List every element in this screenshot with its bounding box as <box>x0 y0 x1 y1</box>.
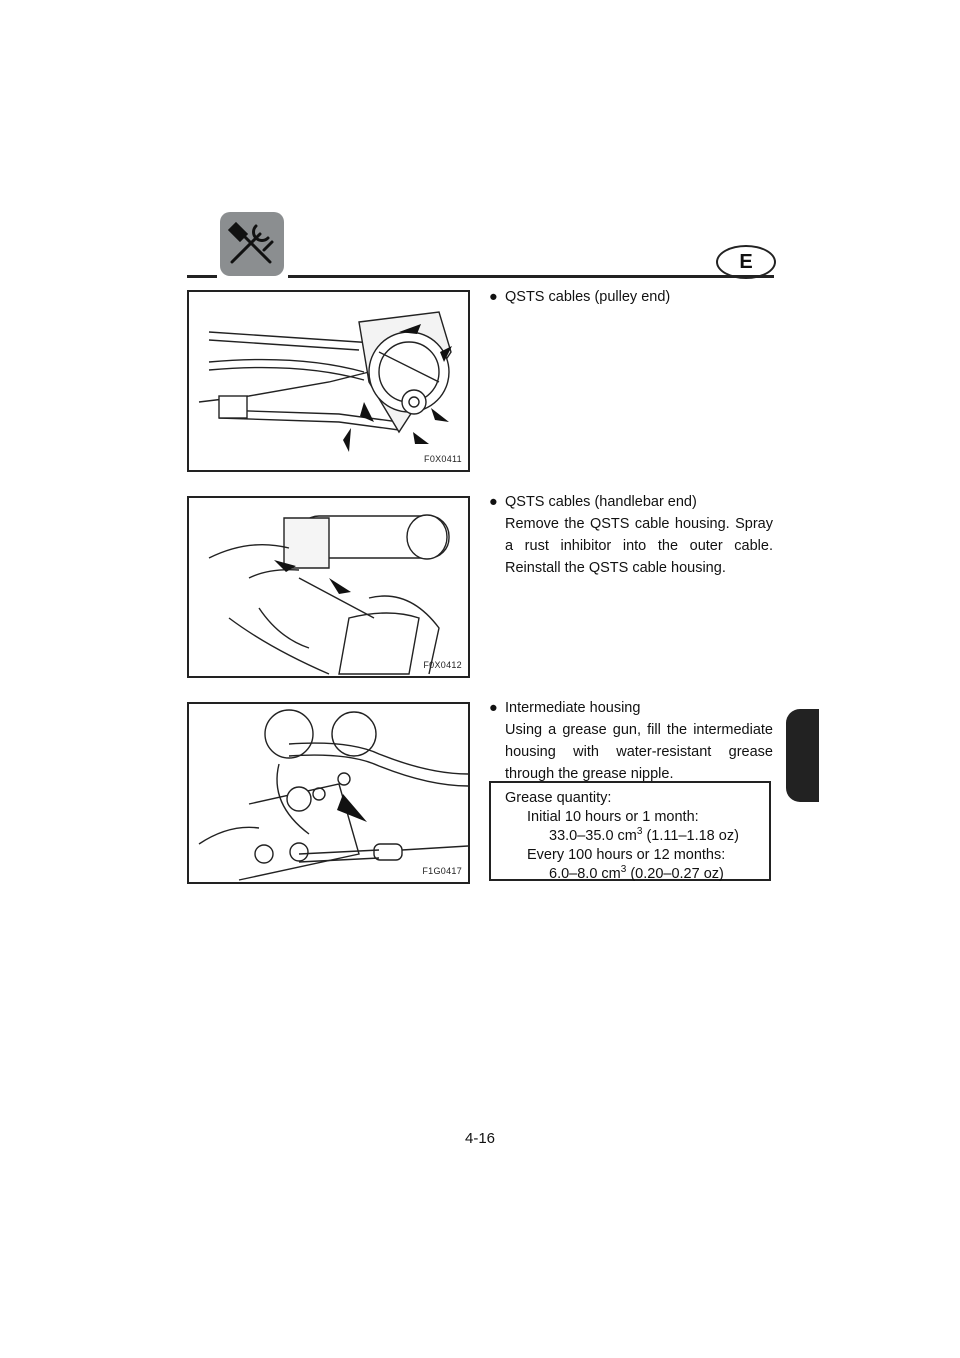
item-body: Using a grease gun, fill the intermediate housing with water-resistant grease through the grease nipple. <box>505 722 773 782</box>
figure-code: F0X0412 <box>423 660 462 670</box>
spec-line1-value <box>505 827 769 846</box>
spec-value-oz: (1.11–1.18 oz) <box>642 828 739 844</box>
item-heading: QSTS cables (pulley end) <box>505 289 671 305</box>
language-badge: E <box>716 245 776 279</box>
figure-handlebar-end <box>187 496 470 678</box>
item-heading: Intermediate housing <box>505 700 641 716</box>
spec-value-oz: (0.20–0.27 oz) <box>626 866 724 882</box>
spec-line1-label: Initial 10 hours or 1 month: <box>527 809 699 825</box>
bullet-icon: ● <box>489 289 498 305</box>
handlebar-end-illustration <box>189 498 468 676</box>
figure-pulley-end <box>187 290 470 472</box>
pulley-end-illustration <box>189 292 468 470</box>
item-body: Remove the QSTS cable housing. Spray a rust inhibitor into the outer cable. Reinstall the QSTS cable housing. <box>505 516 773 576</box>
item-heading: QSTS cables (handlebar end) <box>505 494 697 510</box>
figure-intermediate-housing <box>187 702 470 884</box>
page-number: 4-16 <box>464 1130 496 1147</box>
header-rule-left <box>187 275 217 278</box>
item-handlebar-end <box>489 491 773 579</box>
spec-exponent: 3 <box>620 864 627 876</box>
spec-line2-value <box>505 865 769 884</box>
chapter-side-tab <box>786 709 819 802</box>
tools-icon <box>220 212 284 276</box>
intermediate-housing-illustration <box>189 704 468 882</box>
figure-code: F0X0411 <box>424 454 462 464</box>
figure-code: F1G0417 <box>422 866 462 876</box>
header-rule-right <box>288 275 774 278</box>
bullet-icon: ● <box>489 700 498 716</box>
spec-value: 6.0–8.0 cm <box>549 866 621 882</box>
bullet-icon: ● <box>489 494 498 510</box>
item-intermediate-housing <box>489 697 773 785</box>
spec-line2-label: Every 100 hours or 12 months: <box>527 847 726 863</box>
spec-value: 33.0–35.0 cm <box>549 828 637 844</box>
spec-title: Grease quantity: <box>505 790 612 806</box>
item-pulley-end <box>489 286 773 308</box>
grease-quantity-box <box>489 781 771 881</box>
spec-exponent: 3 <box>636 826 643 838</box>
